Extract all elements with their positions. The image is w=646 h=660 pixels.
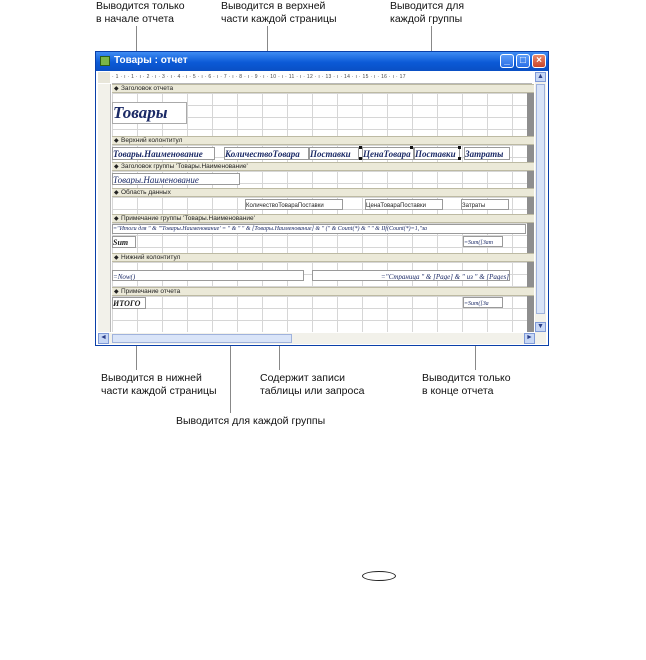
callout-page-footer: Выводится в нижней части каждой страницы [101, 372, 217, 397]
band-label: Примечание отчета [121, 288, 181, 295]
area-page-header[interactable] [112, 145, 534, 162]
header-field-cost[interactable]: Затраты [464, 147, 510, 160]
band-label: Заголовок группы 'Товары.Наименование' [121, 163, 248, 170]
band-marker-icon: ◆ [114, 164, 119, 170]
callout-page-header: Выводится в верхней части каждой страницы [221, 0, 337, 25]
band-marker-icon: ◆ [114, 289, 119, 295]
group-field-name[interactable]: Товары.Наименование [112, 173, 240, 185]
window-title: Товары : отчет [114, 55, 188, 66]
area-report-footer[interactable] [112, 296, 534, 332]
selection-handle[interactable] [410, 146, 413, 149]
title-bar[interactable] [96, 52, 548, 71]
horizontal-scrollbar[interactable] [98, 333, 546, 344]
header-field-price[interactable]: ЦенаТовара [362, 147, 414, 160]
band-marker-icon: ◆ [114, 255, 119, 261]
callout-report-header: Выводится только в начале отчета [96, 0, 185, 25]
band-label: Примечание группы 'Товары.Наименование' [121, 215, 255, 222]
page-footer-now[interactable]: =Now() [112, 270, 304, 281]
gray-margin [527, 262, 534, 287]
band-label: Область данных [121, 189, 171, 196]
band-report-footer[interactable] [112, 287, 534, 296]
selection-handle[interactable] [359, 157, 362, 160]
gray-margin [527, 296, 534, 332]
maximize-button[interactable]: □ [516, 54, 530, 68]
report-window [95, 51, 549, 346]
report-total-label[interactable]: ИТОГО [112, 297, 146, 309]
header-field-name[interactable]: Товары.Наименование [112, 147, 215, 160]
vertical-ruler[interactable] [98, 84, 111, 332]
area-report-header[interactable] [112, 93, 534, 136]
area-group-footer[interactable] [112, 223, 534, 253]
scroll-up-icon[interactable]: ▲ [535, 72, 546, 82]
selection-handle[interactable] [359, 146, 362, 149]
band-report-header[interactable] [112, 84, 534, 93]
gray-margin [527, 93, 534, 136]
band-marker-icon: ◆ [114, 216, 119, 222]
band-group-footer[interactable] [112, 214, 534, 223]
gray-margin [527, 145, 534, 162]
band-page-footer[interactable] [112, 253, 534, 262]
horizontal-scroll-thumb[interactable] [112, 334, 292, 343]
gray-margin [527, 197, 534, 214]
area-page-footer[interactable] [112, 262, 534, 287]
report-total-field[interactable]: =Sum([За [463, 297, 503, 308]
band-label: Заголовок отчета [121, 85, 174, 92]
band-page-header[interactable] [112, 136, 534, 145]
header-field-supplies-2[interactable]: Поставки [414, 147, 460, 160]
form-selector[interactable] [98, 72, 110, 83]
report-icon [100, 56, 110, 66]
scroll-right-icon[interactable]: ► [524, 333, 535, 344]
page-footer-page-number[interactable]: ="Страница " & [Page] & " из " & [Pages] [312, 270, 510, 281]
horizontal-ruler[interactable]: · 1 · ı · 1 · ı · 2 · ı · 3 · ı · 4 · ı · 5 · ı · 6 · ı · 7 · ı · 8 · ı · 9 · ı · 10 · ı · 11 · ı · 12 · ı · 13 · ı · 14 · ı · 15 · ı · 16 · ı · 17 [112, 72, 532, 84]
detail-field-cost[interactable]: Затраты [461, 199, 509, 210]
band-group-header[interactable] [112, 162, 534, 171]
scroll-down-icon[interactable]: ▼ [535, 322, 546, 332]
band-marker-icon: ◆ [114, 190, 119, 196]
minimize-button[interactable]: _ [500, 54, 514, 68]
gray-margin [527, 223, 534, 253]
area-detail[interactable] [112, 197, 534, 214]
header-field-supplies[interactable]: Поставки [309, 147, 359, 160]
header-field-quantity[interactable]: КоличествоТовара [224, 147, 309, 160]
area-group-header[interactable] [112, 171, 534, 188]
band-label: Верхний колонтитул [121, 137, 183, 144]
vertical-scrollbar[interactable] [535, 72, 546, 333]
close-button[interactable]: × [532, 54, 546, 68]
design-canvas [112, 84, 534, 332]
callout-report-footer: Выводится только в конце отчета [422, 372, 511, 397]
band-marker-icon: ◆ [114, 86, 119, 92]
scroll-left-icon[interactable]: ◄ [98, 333, 109, 344]
callout-group-footer: Выводится для каждой группы [176, 415, 326, 427]
group-sum-field[interactable]: =Sum([Зат [463, 236, 503, 247]
report-title-label[interactable]: Товары [112, 102, 187, 124]
gray-margin [527, 171, 534, 188]
vertical-scroll-thumb[interactable] [536, 84, 545, 314]
callout-group-header: Выводится для каждой группы [390, 0, 465, 25]
band-detail[interactable] [112, 188, 534, 197]
detail-field-price[interactable]: ЦенаТовараПоставки [365, 199, 443, 210]
band-marker-icon: ◆ [114, 138, 119, 144]
selection-handle[interactable] [458, 146, 461, 149]
callout-detail: Содержит записи таблицы или запроса [260, 372, 365, 397]
oval-shape [362, 571, 396, 581]
detail-field-quantity[interactable]: КоличествоТовараПоставки [245, 199, 343, 210]
group-summary-expression[interactable]: ="Итоги для " & "'Товары.Наименование' = " & " " & [Товары.Наименование] & " (" & Count(*) & " " & IIf(Count(*)=1,"за [112, 224, 526, 234]
group-sum-label[interactable]: Sum [112, 236, 136, 248]
band-label: Нижний колонтитул [121, 254, 181, 261]
selection-handle[interactable] [458, 157, 461, 160]
